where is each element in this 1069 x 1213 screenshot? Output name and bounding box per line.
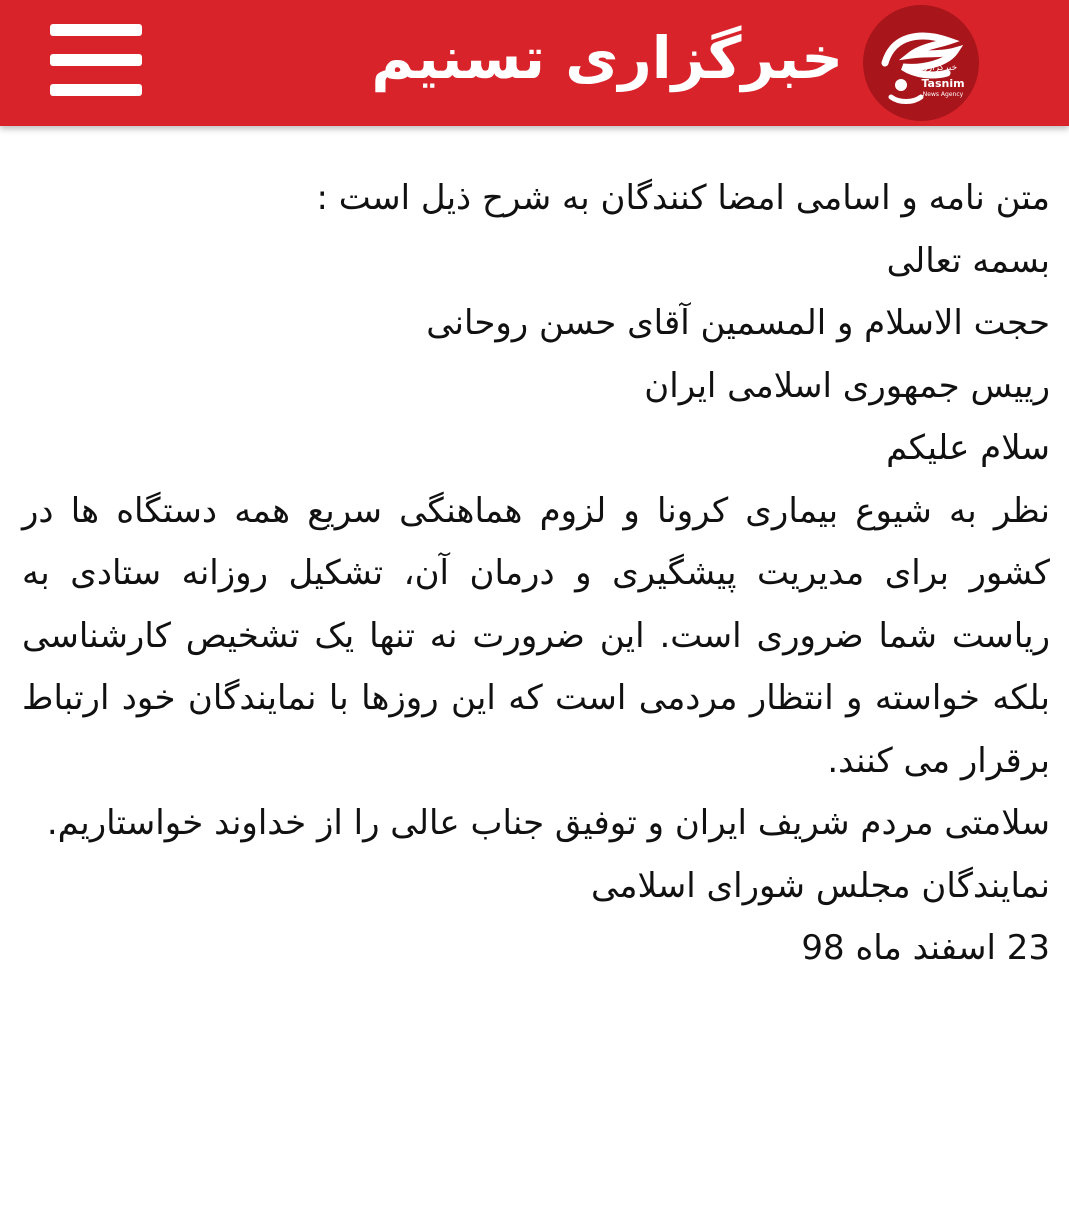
tasnim-logo-icon[interactable] <box>863 5 979 121</box>
top-header <box>0 0 1069 126</box>
hamburger-menu-icon[interactable] <box>50 22 142 100</box>
letter-closing: سلامتی مردم شریف ایران و توفیق جناب عالی را از خداوند خواستاریم. <box>46 803 1050 843</box>
addressee-name: حجت الاسلام و المسمین آقای حسن روحانی <box>426 303 1050 343</box>
greeting: سلام علیکم <box>886 428 1050 468</box>
menu-bar <box>50 54 142 66</box>
article-intro: متن نامه و اسامی امضا کنندگان به شرح ذیل است : <box>316 178 1050 218</box>
logo-text-en: Tasnim <box>921 77 965 90</box>
letter-paragraph: نظر به شیوع بیماری کرونا و لزوم هماهنگی سریع همه دستگاه ها در کشور برای مدیریت پیشگیری و درمان آن، تشکیل روزانه ستادی به ریاست شما ضروری است. این ضرورت نه تنها یک تشخیص کارشناسی بلکه خواسته و انتظار مردمی است که این روزها با نمایندگان خود ارتباط برقرار می کنند. <box>22 490 1050 781</box>
logo-subtext-en: News Agency <box>922 91 964 98</box>
brand-name[interactable]: خبرگزاری تسنیم <box>371 24 843 92</box>
logo-text-fa: خبرگزاری <box>920 63 958 73</box>
signatories: نمایندگان مجلس شورای اسلامی <box>590 865 1050 906</box>
menu-bar <box>50 24 142 36</box>
letter-date: 23 اسفند ماه 98 <box>801 928 1050 968</box>
addressee-title: رییس جمهوری اسلامی ایران <box>644 365 1050 406</box>
article-body <box>22 167 1050 980</box>
menu-bar <box>50 84 142 96</box>
salutation-bismillah: بسمه تعالی <box>886 240 1050 281</box>
